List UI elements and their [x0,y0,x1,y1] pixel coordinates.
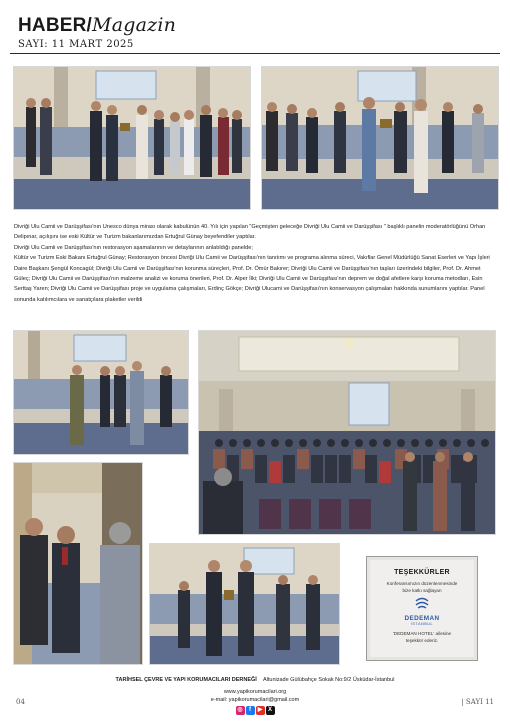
footer-website[interactable]: www.yapikorumacilari.org [223,689,287,695]
issue-label: | SAYI 11 [461,698,494,706]
card-text: teşekkür ederiz. [405,638,439,643]
footer-org: TARİHSEL ÇEVRE VE YAPI KORUMACILARI DERNEĞİ [115,677,257,683]
instagram-icon[interactable]: ◎ [237,707,243,713]
dedeman-logo-icon [367,597,477,615]
article-body [14,222,498,305]
footer-address: Altunizade Gülübahçe Sokak No:9/2 Üsküdar-İstanbul [262,677,395,683]
footer-email[interactable]: e-mail: yapikorumacilari@gmail.com [210,697,300,703]
paragraph: Divriği Ulu Camii ve Darüşşifası'nın restorasyon aşamalarının ve detaylarının anlatıldığı panelde; [14,244,253,251]
paragraph: Kültür ve Turizm Eski Bakanı Ertuğrul Günay; Restorasyon öncesi Divriği Ulu Camii ve Darüşşifası'nın tanıtımı ve programa alınma süreci, Vakıflar Genel Müdürlüğü Sanat Eserleri ve Yapı İşleri Daire Başkanı Şengül Koncagül; Divriği Ulu Camii ve Darüşşifası'nın korunma süreçleri, Prof. Dr. Ömür Bakırer; Divriği Ulu Camii ve Darüşşifası'nın taşları üzerindeki bilgiler, Prof. Dr. Ahmet Güleç; Divriği Ulu Camii ve Darüşşifası'nın malzeme analizi ve koruma önerileri, Prof. Dr. Alper İlki; Divriği Ulu Camii ve Darüşşifası'nın deprem ve doğal afetlere karşı koruma metodları, Esin Serttaş Yaren; Divriği Ulu Camii ve Darüşşifası proje ve uygulama çalışmaları, Erdinç Gökçe; Divriği Ulucami ve Darüşşifası'nın konservasyon çalışmaları hakkında sunumlarını yaptılar. Panel sonunda katılımcılara ve sanatçılara plaketler verildi [14,255,490,303]
thank-you-card [366,556,478,661]
photo-panel-audience [198,330,496,535]
card-text: bize katkı sağlayan [402,588,442,593]
youtube-icon[interactable]: ▶ [256,706,265,715]
magazine-title [18,14,176,37]
header-rule [10,53,500,54]
photo-award-ceremony-right [261,66,499,210]
card-text: Konferansımızın düzenlenmesinde [386,581,458,586]
brand-magazine: Magazin [92,14,177,36]
social-icons [0,706,510,715]
page-number: 04 [16,698,25,706]
photo-speakers-conversation [13,462,143,665]
logo-name: DEDEMAN [404,615,440,622]
brand-name: HABER/ [18,15,93,36]
card-title: TEŞEKKÜRLER [394,569,450,576]
x-icon[interactable]: X [266,706,275,715]
logo-subtitle: İSTANBUL [410,622,434,626]
facebook-icon[interactable]: f [246,706,255,715]
footer-address-line [0,677,510,683]
photo-award-ceremony-left [13,66,251,210]
photo-plaque-handover [149,543,340,665]
issue-date: SAYI: 11 MART 2025 [18,39,134,50]
photo-plaque-presentation [13,330,189,455]
paragraph: Divriği Ulu Camii ve Darüşşifası'nın Unesco dünya mirası olarak kabulünün 40. Yılı için yapılan "Geçmişten geleceğe Divriği Ulu Camii ve Darüşşifası " başlıklı panelin moderatörlüğünü Orhan Delipınar, açılışını ise eski Kültür ve Turizm bakanlarımızdan Ertuğrul Günay beyefendiler yaptılar. [14,224,486,241]
card-text: 'DEDEMAN HOTEL' ailesine [392,631,452,636]
